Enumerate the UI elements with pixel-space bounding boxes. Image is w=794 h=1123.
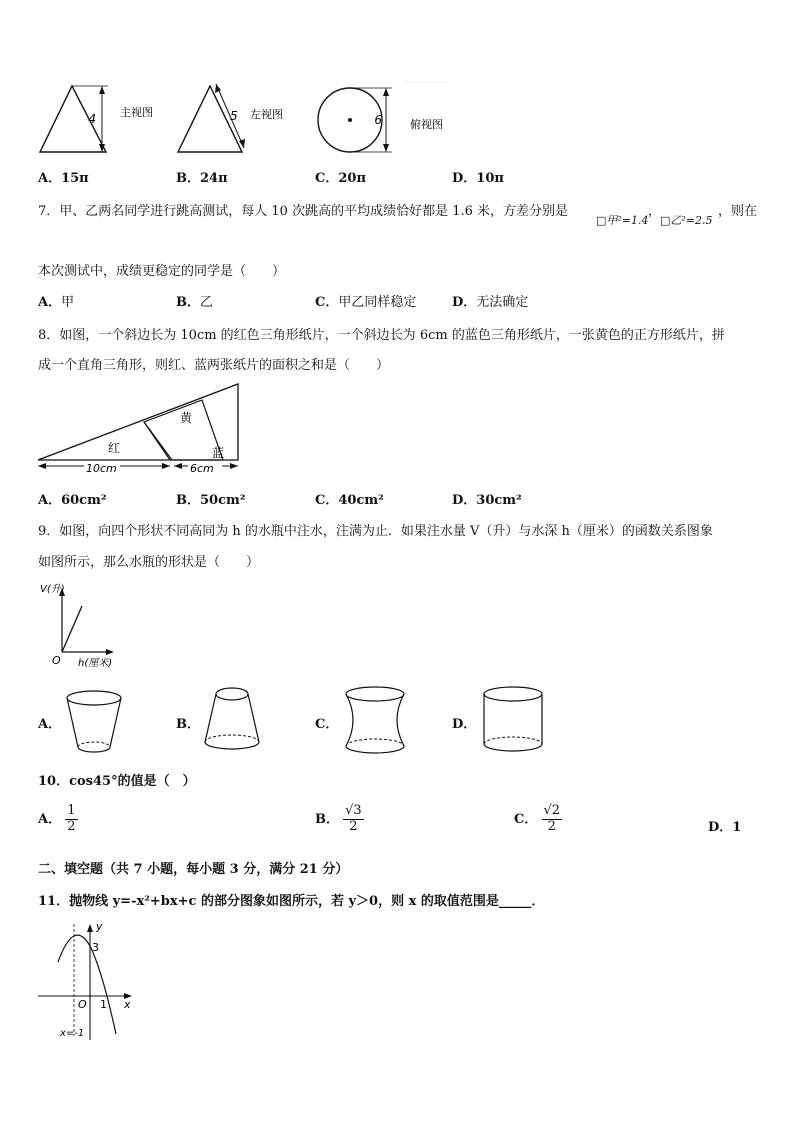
top-dim: 6 [374,113,382,127]
top-label: 俯视图 [410,118,443,131]
q11-y-axis: y [96,920,103,933]
left-dim: 5 [230,109,238,123]
q9-x-label: h(厘米) [78,658,113,669]
top-view-figure [316,80,456,160]
q8-stem-line2: 成一个直角三角形，则红、蓝两张纸片的面积之和是（ ） [38,358,390,373]
front-label: 主视图 [120,106,153,119]
q11-graph [36,918,146,1048]
q7-separator: ， [648,204,662,219]
q8-option-d[interactable]: D．30cm² [452,493,522,508]
q10-option-b[interactable]: B． $\frac{√3}{2}$ [315,803,362,834]
q9-option-b[interactable]: B． [176,717,200,732]
q9-option-d[interactable]: D． [452,717,477,732]
q6-option-d[interactable]: D．10π [452,171,504,186]
q8-blue-label: 蓝 [212,446,225,460]
front-dim: 4 [88,112,96,126]
q6-option-b[interactable]: B．24π [176,171,228,186]
q7-stem-line2: 本次测试中，成绩更稳定的同学是（ ） [38,264,286,279]
q10-stem: 10．cos45°的值是（ ） [38,774,196,789]
q9-bottle-a [66,688,126,758]
q10-option-a[interactable]: A． $\frac{1}{2}$ [38,803,76,834]
q8-stem-line1: 8．如图，一个斜边长为 10cm 的红色三角形纸片，一个斜边长为 6cm 的蓝色三角形纸片，一张黄色的正方形纸片，拼 [38,328,725,343]
q9-bottle-d [480,684,550,756]
q8-blue-length: 6cm [190,462,214,475]
q9-graph [36,580,126,670]
q7-stem-tail: ，则在 [718,204,758,219]
q8-figure [36,380,246,480]
q7-option-d[interactable]: D．无法确定 [452,295,529,310]
q8-option-b[interactable]: B．50cm² [176,493,246,508]
q11-x-axis: x [124,998,131,1011]
q8-option-a[interactable]: A．60cm² [38,493,107,508]
q11-origin: O [78,998,87,1011]
q7-variance-yi: □乙²=2.5 [660,214,713,227]
q6-option-c[interactable]: C．20π [315,171,366,186]
q8-yellow-label: 黄 [180,411,193,425]
q8-red-label: 红 [108,441,121,455]
q8-red-length: 10cm [86,462,117,475]
q11-x-intercept: 1 [100,998,107,1011]
q7-stem-line1: 7．甲、乙两名同学进行跳高测试，每人 10 次跳高的平均成绩恰好都是 1.6 米，方差分别是 [38,204,569,219]
q9-origin: O [52,654,61,667]
q9-y-label: V(升) [40,584,65,595]
q9-stem-line2: 如图所示，那么水瓶的形状是（ ） [38,555,260,570]
q9-bottle-b [200,685,270,755]
q11-y-intercept: 3 [92,941,99,954]
q7-option-c[interactable]: C．甲乙同样稳定 [315,295,417,310]
q11-stem: 11．抛物线 y=-x²+bx+c 的部分图象如图所示，若 y＞0，则 x 的取值范围是_____． [38,894,545,909]
left-label: 左视图 [250,108,283,121]
q7-variance-jia: □甲²=1.4 [596,214,649,227]
q9-option-a[interactable]: A． [38,717,62,732]
section2-title: 二、填空题（共 7 小题，每小题 3 分，满分 21 分） [38,862,349,877]
left-view-figure [176,78,316,158]
q7-option-a[interactable]: A．甲 [38,295,75,310]
q6-option-a[interactable]: A．15π [38,171,89,186]
q10-option-c[interactable]: C． $\frac{√2}{2}$ [514,803,561,834]
front-view-figure [36,78,196,158]
q10-option-d[interactable]: D．1 [708,820,742,835]
q9-bottle-c [342,684,412,756]
q9-option-c[interactable]: C． [315,717,339,732]
q11-axis-of-symmetry: x=-1 [60,1028,85,1039]
q7-option-b[interactable]: B．乙 [176,295,214,310]
q8-option-c[interactable]: C．40cm² [315,493,384,508]
q9-stem-line1: 9．如图，向四个形状不同高同为 h 的水瓶中注水，注满为止．如果注水量 V（升）与水深 h（厘米）的函数关系图象 [38,524,713,539]
